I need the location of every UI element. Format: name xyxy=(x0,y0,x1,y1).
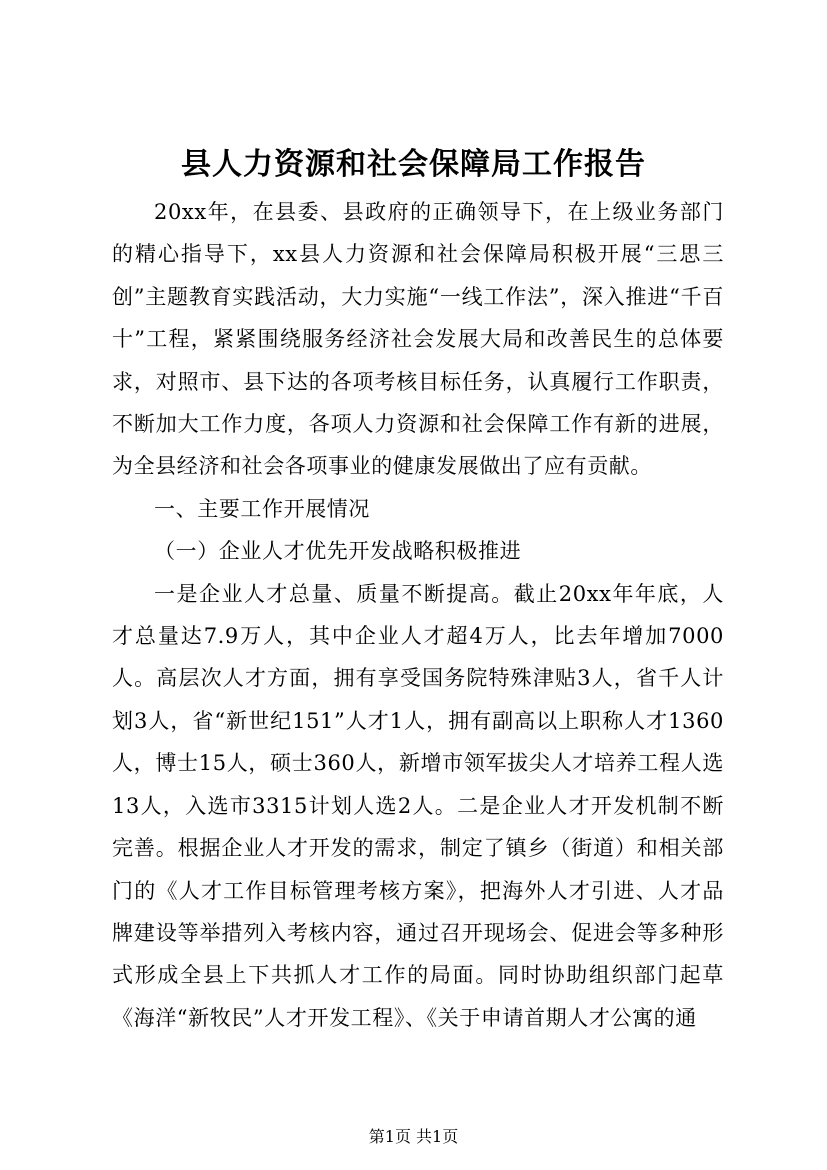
body-paragraph: 一是企业人才总量、质量不断提高。截止20xx年年底，人才总量达7.9万人，其中企业人才超4万人，比去年增加7000人。高层次人才方面，拥有享受国务院特殊津贴3人，省千人计划3人，省“新世纪151”人才1人，拥有副高以上职称人才1360人，博士15人，硕士360人，新增市领军拔尖人才培养工程人选13人，入选市3315计划人选2人。二是企业人才开发机制不断完善。根据企业人才开发的需求，制定了镇乡（街道）和相关部门的《人才工作目标管理考核方案》，把海外人才引进、人才品牌建设等举措列入考核内容，通过召开现场会、促进会等多种形式形成全县上下共抓人才工作的局面。同时协助组织部门起草《海洋“新牧民”人才开发工程》、《关于申请首期人才公寓的通 xyxy=(112,581,724,1030)
page-footer: 第1页 共1页 xyxy=(368,1127,459,1146)
subsection-heading: （一）企业人才优先开发战略积极推进 xyxy=(154,539,522,564)
intro-paragraph: 20xx年，在县委、县政府的正确领导下，在上级业务部门的精心指导下，xx县人力资源和社会保障局积极开展“三思三创”主题教育实践活动，大力实施“一线工作法”，深入推进“千百十”工程，紧紧围绕服务经济社会发展大局和改善民生的总体要求，对照市、县下达的各项考核目标任务，认真履行工作职责，不断加大工作力度，各项人力资源和社会保障工作有新的进展，为全县经济和社会各项事业的健康发展做出了应有贡献。 xyxy=(112,200,724,479)
document-title: 县人力资源和社会保障局工作报告 xyxy=(181,147,646,182)
section-heading: 一、主要工作开展情况 xyxy=(154,496,370,521)
document-body xyxy=(112,191,724,1039)
